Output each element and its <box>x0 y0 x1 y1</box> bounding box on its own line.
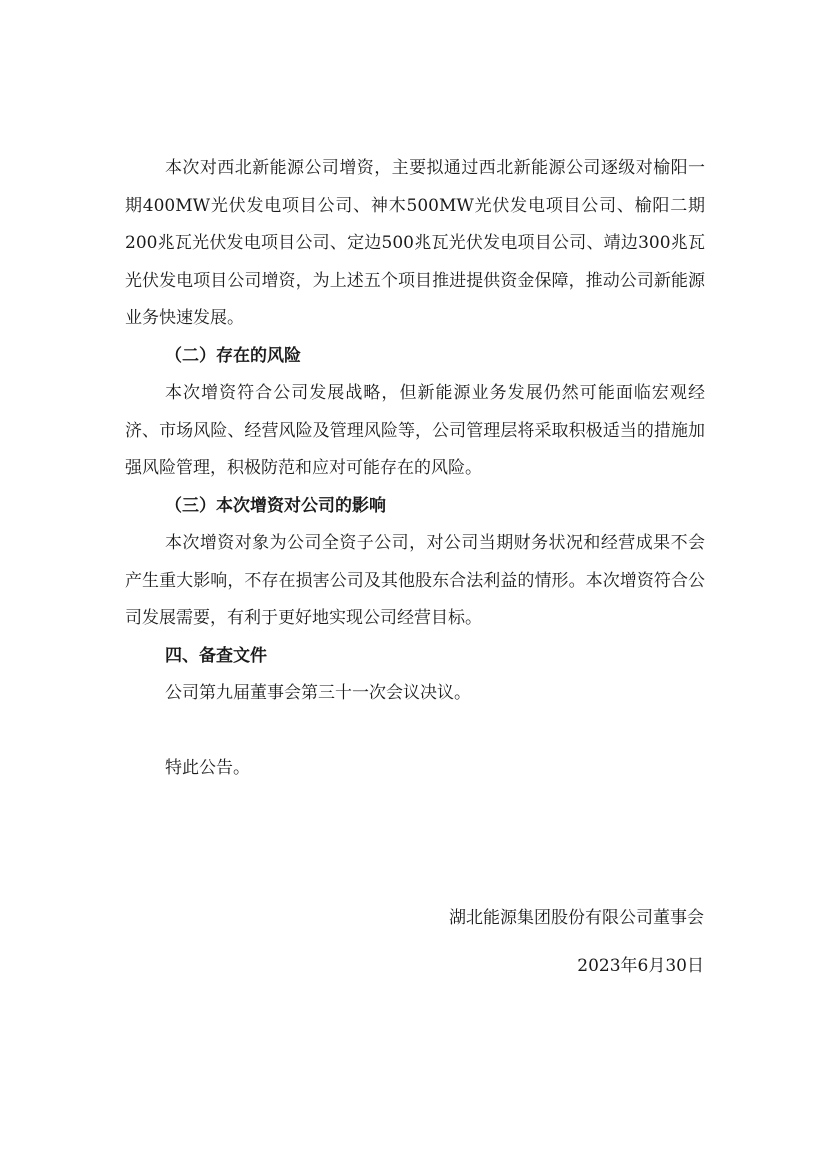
signature-organization: 湖北能源集团股份有限公司董事会 <box>449 908 704 928</box>
paragraph-reference-documents: 公司第九届董事会第三十一次会议决议。 <box>165 683 471 703</box>
paragraph-risks: 本次增资符合公司发展战略，但新能源业务发展仍然可能面临宏观经济、市场风险、经营风险及管理风险等，公司管理层将采取积极适当的措施加强风险管理，积极防范和应对可能存在的风险。 <box>125 383 705 478</box>
section-heading-impact: （三）本次增资对公司的影响 <box>165 495 386 516</box>
paragraph-capital-increase-purpose: 本次对西北新能源公司增资，主要拟通过西北新能源公司逐级对榆阳一期400MW光伏发电项目公司、神木500MW光伏发电项目公司、榆阳二期200兆瓦光伏发电项目公司、定边500兆瓦光伏发电项目公司、靖边300兆瓦光伏发电项目公司增资，为上述五个项目推进提供资金保障，推动公司新能源业务快速发展。 <box>125 158 705 328</box>
closing-statement: 特此公告。 <box>165 758 250 778</box>
document-body <box>125 150 705 788</box>
signature-date: 2023年6月30日 <box>577 956 704 976</box>
section-heading-risks: （二）存在的风险 <box>165 345 301 366</box>
blank-line <box>125 713 705 751</box>
section-heading-reference-documents: 四、备查文件 <box>165 645 267 666</box>
paragraph-impact: 本次增资对象为公司全资子公司，对公司当期财务状况和经营成果不会产生重大影响，不存在损害公司及其他股东合法利益的情形。本次增资符合公司发展需要，有利于更好地实现公司经营目标。 <box>125 533 705 628</box>
